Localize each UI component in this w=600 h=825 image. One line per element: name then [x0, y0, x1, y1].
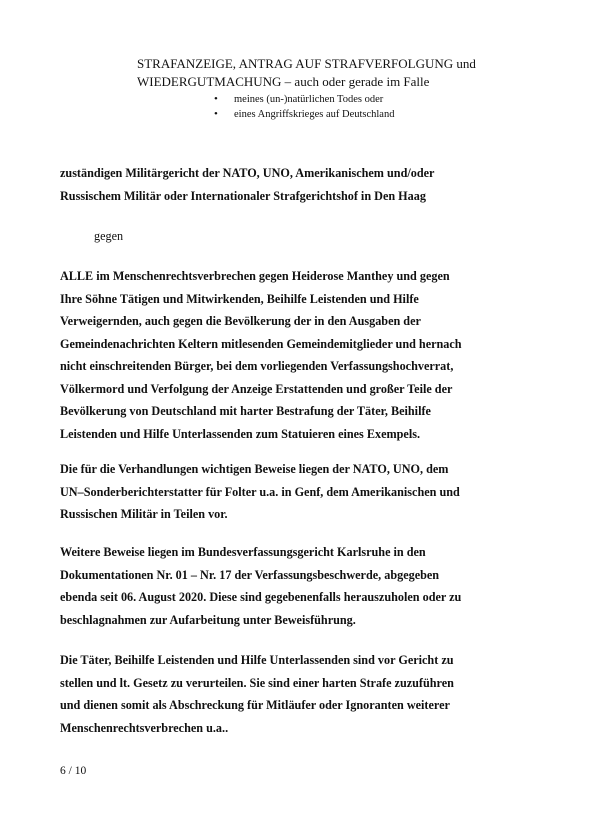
addressee-paragraph	[60, 162, 540, 207]
text-line: Völkermord und Verfolgung der Anzeige Erstattenden und großer Teile der	[60, 381, 453, 396]
text-line: Leistenden und Hilfe Unterlassenden zum Statuieren eines Exempels.	[60, 426, 420, 441]
further-evidence-paragraph	[60, 541, 540, 631]
document-header	[137, 55, 557, 91]
gegen-label: gegen	[94, 229, 124, 243]
text-line: Die für die Verhandlungen wichtigen Beweise liegen der NATO, UNO, dem	[60, 462, 449, 476]
header-title-line-2: WIEDERGUTMACHUNG – auch oder gerade im Falle	[137, 74, 430, 89]
text-line: stellen und lt. Gesetz zu verurteilen. Sie sind einer harten Strafe zuzuführen	[60, 675, 454, 690]
text-line: Bevölkerung von Deutschland mit harter Bestrafung der Täter, Beihilfe	[60, 404, 431, 418]
header-title-line-1: STRAFANZEIGE, ANTRAG AUF STRAFVERFOLGUNG und	[137, 56, 476, 71]
text-line: Die Täter, Beihilfe Leistenden und Hilfe Unterlassenden sind vor Gericht zu	[60, 653, 454, 667]
text-line: zuständigen Militärgericht der NATO, UNO, Amerikanischem und/oder	[60, 166, 435, 180]
text-line: Ihre Söhne Tätigen und Mitwirkenden, Beihilfe Leistenden und Hilfe	[60, 291, 419, 306]
text-line: Weitere Beweise liegen im Bundesverfassungsgericht Karlsruhe in den	[60, 545, 426, 559]
text-line: Russischem Militär oder Internationaler Strafgerichtshof in Den Haag	[60, 188, 426, 203]
text-line: Verweigernden, auch gegen die Bevölkerung der in den Ausgaben der	[60, 314, 421, 328]
text-line: Dokumentationen Nr. 01 – Nr. 17 der Verfassungsbeschwerde, abgegeben	[60, 567, 440, 582]
text-line: ALLE im Menschenrechtsverbrechen gegen Heiderose Manthey und gegen	[60, 269, 450, 283]
bullet-item: • meines (un-)natürlichen Todes oder	[214, 92, 394, 107]
header-bullet-list	[214, 92, 394, 122]
text-line: Russischen Militär in Teilen vor.	[60, 507, 228, 521]
bullet-item: • eines Angriffskrieges auf Deutschland	[214, 107, 394, 122]
text-line: Gemeindenachrichten Keltern mitlesenden Gemeindemitglieder und hernach	[60, 336, 462, 351]
text-line: ebenda seit 06. August 2020. Diese sind gegebenenfalls herauszuholen oder zu	[60, 590, 462, 604]
text-line: nicht einschreitenden Bürger, bei dem vorliegenden Verfassungshochverrat,	[60, 359, 454, 373]
text-line: beschlagnahmen zur Aufarbeitung unter Beweisführung.	[60, 612, 356, 627]
evidence-paragraph	[60, 458, 540, 526]
text-line: UN–Sonderberichterstatter für Folter u.a. in Genf, dem Amerikanischen und	[60, 484, 460, 499]
demand-paragraph	[60, 649, 540, 739]
accused-paragraph	[60, 265, 540, 445]
text-line: und dienen somit als Abschreckung für Mitläufer oder Ignoranten weiterer	[60, 698, 450, 712]
text-line: Menschenrechtsverbrechen u.a..	[60, 720, 229, 735]
page-number: 6 / 10	[60, 765, 87, 777]
